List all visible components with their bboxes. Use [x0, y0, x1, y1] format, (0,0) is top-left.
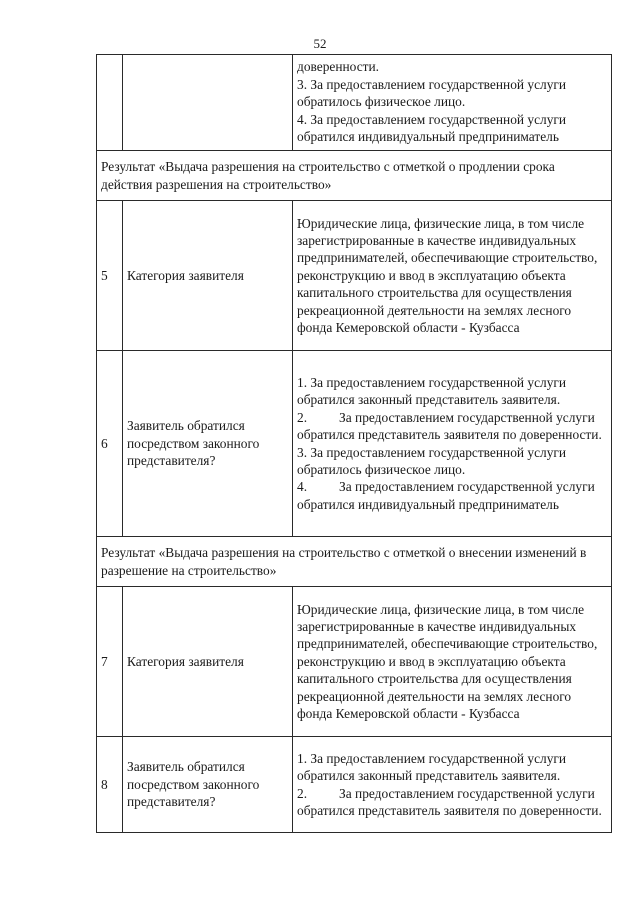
table-row-5 — [97, 201, 612, 351]
list-item-number: 4. — [297, 479, 308, 495]
list-item-number: 2. — [297, 785, 308, 801]
row-number: 6 — [97, 351, 123, 537]
page-number: 52 — [313, 36, 327, 51]
row-value: Юридические лица, физические лица, в том числе зарегистрированные в качестве индивидуальных предпринимателей, обеспечивающие строительство, реконструкцию и ввод в эксплуатацию объекта капитального строительства для осуществления рекреационной деятельности на землях лесного фонда Кемеровской области - Кузбасса — [293, 201, 612, 351]
list-item-number: 2. — [297, 409, 308, 425]
table-row-8 — [97, 737, 612, 833]
list-item: 1. За предоставлением государственной услуги обратился законный представитель заявителя. — [297, 374, 567, 408]
row-value-list — [293, 737, 612, 833]
list-item — [297, 785, 607, 820]
row-value: Юридические лица, физические лица, в том числе зарегистрированные в качестве индивидуальных предпринимателей, обеспечивающие строительство, реконструкцию и ввод в эксплуатацию объекта капитального строительства для осуществления рекреационной деятельности на землях лесного фонда Кемеровской области - Кузбасса — [293, 587, 612, 737]
result-heading-extension: Результат «Выдача разрешения на строительство с отметкой о продлении срока действия разрешения на строительство» — [97, 151, 612, 201]
row-label: Категория заявителя — [123, 201, 293, 351]
list-item — [297, 409, 607, 444]
table-row-6 — [97, 351, 612, 537]
value-line: 3. За предоставлением государственной услуги обратилось физическое лицо. — [297, 76, 567, 110]
row-number: 7 — [97, 587, 123, 737]
table-row-result-extension — [97, 151, 612, 201]
row-label: Заявитель обратился посредством законного представителя? — [123, 737, 293, 833]
table-row-result-changes — [97, 537, 612, 587]
list-item — [297, 478, 607, 513]
cell-num-empty — [97, 55, 123, 151]
result-heading-changes: Результат «Выдача разрешения на строительство с отметкой о внесении изменений в разрешение на строительство» — [97, 537, 612, 587]
table-row-7 — [97, 587, 612, 737]
value-line: 4. За предоставлением государственной услуги обратился индивидуальный предприниматель — [297, 111, 567, 145]
row-number: 8 — [97, 737, 123, 833]
value-line: доверенности. — [297, 59, 380, 75]
row-label: Категория заявителя — [123, 587, 293, 737]
list-item: 1. За предоставлением государственной услуги обратился законный представитель заявителя. — [297, 750, 567, 784]
list-item: 3. За предоставлением государственной услуги обратилось физическое лицо. — [297, 444, 567, 477]
applicant-criteria-table — [96, 54, 612, 833]
row-value-list — [293, 351, 612, 537]
cell-value-continuation — [293, 55, 612, 151]
row-number: 5 — [97, 201, 123, 351]
list-item-text: За предоставлением государственной услуги обратился представитель заявителя по доверенности. — [297, 785, 602, 818]
cell-label-empty — [123, 55, 293, 151]
list-item-text: За предоставлением государственной услуги обратился представитель заявителя по доверенности. — [297, 409, 602, 443]
list-item-text: За предоставлением государственной услуги обратился индивидуальный предприниматель — [297, 479, 595, 512]
row-label: Заявитель обратился посредством законного представителя? — [123, 351, 293, 537]
table-row-continuation — [97, 55, 612, 151]
